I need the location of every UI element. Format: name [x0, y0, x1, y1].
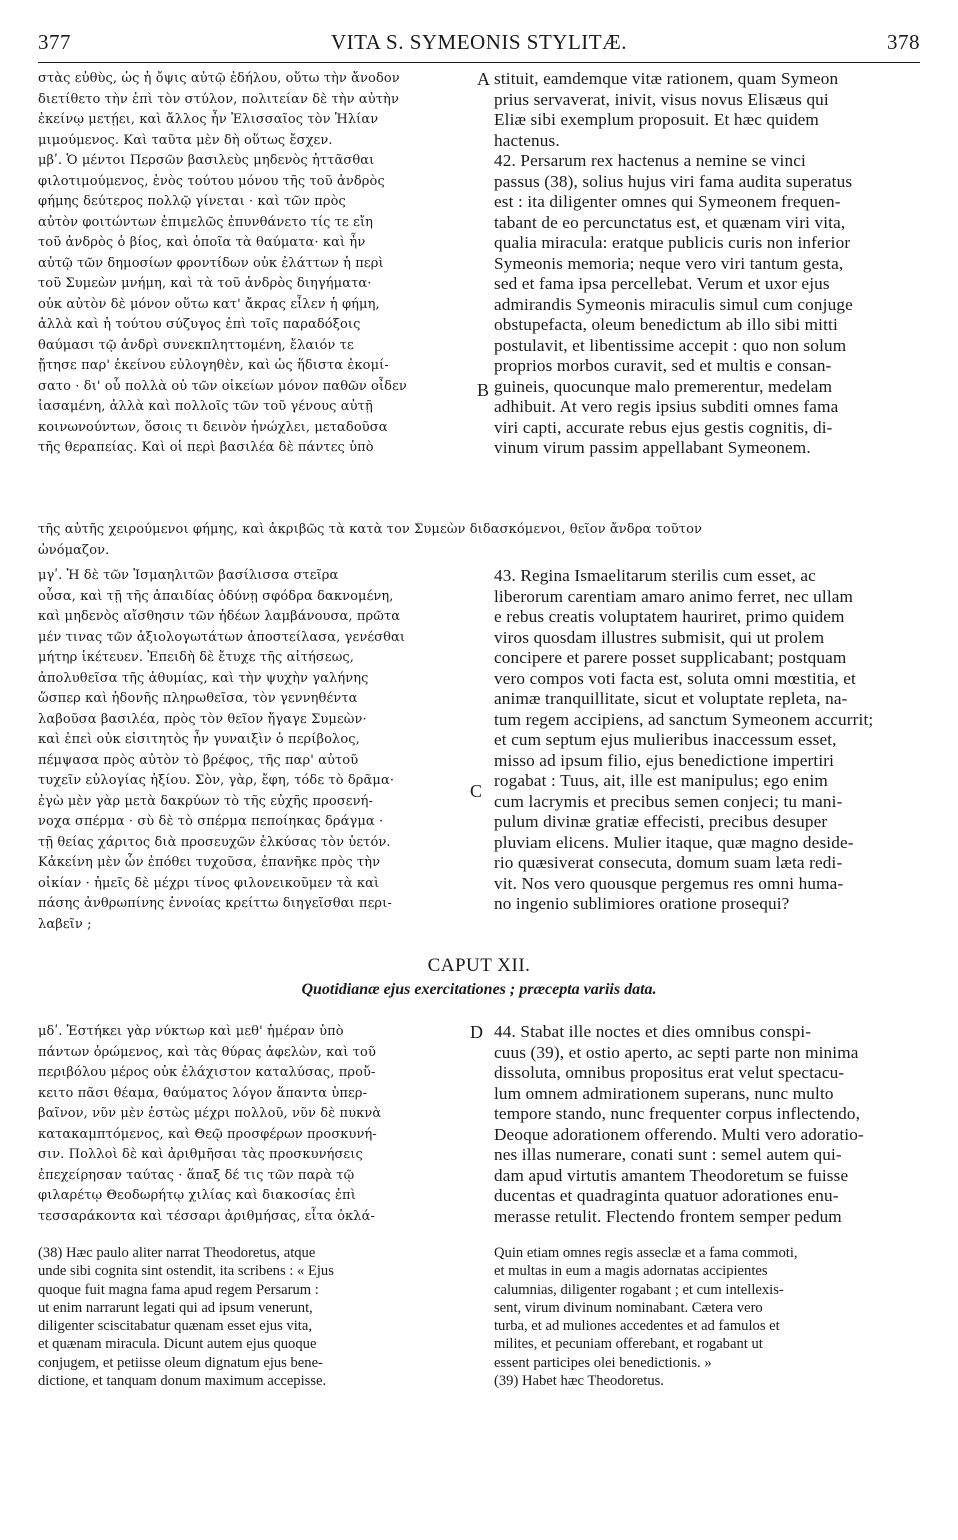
greek-line: πάντων ὁρώμενος, καὶ τὰς θύρας ἀφελὼν, καὶ τοῦ — [38, 1044, 376, 1060]
latin-line: vero compos voti facta est, soluta omni mœstitia, et — [494, 668, 856, 688]
chapter-title: CAPUT XII. — [427, 955, 531, 976]
latin-column-bottom — [494, 1022, 922, 1227]
footnote-line: (38) Hæc paulo aliter narrat Theodoretus, atque — [38, 1245, 316, 1261]
latin-line: pulum divinæ gratiæ effecisti, precibus desuper — [494, 812, 828, 831]
latin-line: rogabat : Tuus, ait, ille est manipulus; ego enim — [494, 771, 828, 790]
latin-line: cum lacrymis et precibus semen conjeci; tu mani- — [494, 791, 843, 811]
header-rule — [38, 62, 920, 63]
latin-column-top — [494, 69, 922, 459]
running-header — [38, 30, 920, 64]
latin-line: dam apud virtutis amantem Theodoretum se fuisse — [494, 1165, 849, 1185]
greek-line: μβʹ. Ὁ μέντοι Περσῶν βασιλεὺς μηδενὸς ἡττᾶσθαι — [38, 153, 375, 168]
latin-line: passus (38), solius hujus viri fama audita superatus — [494, 171, 853, 191]
greek-line: ᾔτησε παρ' ἐκείνου εὐλογηθὲν, καὶ ὡς ἥδιστα ἐκομί- — [38, 358, 389, 373]
latin-column-middle — [494, 566, 922, 915]
footnote-line: dictione, et tanquam donum maximum accepisse. — [38, 1373, 327, 1390]
latin-line: admirandis Symeonis miraculis simul cum conjuge — [494, 294, 853, 314]
greek-line: στὰς εὐθὺς, ὡς ἡ ὄψις αὐτῷ ἐδήλου, οὕτω τὴν ἄνοδον — [38, 71, 400, 86]
greek-line: ὥσπερ καὶ ἡδονῆς πληρωθεῖσα, τὸν γεννηθέντα — [38, 691, 358, 706]
greek-line: περιβόλου μέρος οὐκ ἐλάχιστον καταλύσας, προὔ- — [38, 1065, 376, 1080]
greek-line: κειτο πᾶσι θέαμα, θαύματος λόγον ἅπαντα ὑπερ- — [38, 1085, 368, 1101]
greek-column-top — [38, 69, 476, 459]
column-marker-b: B — [477, 380, 490, 400]
greek-line: αὐτὸν φοιτώντων ἐπιμελῶς ἐπυνθάνετο τίς τε εἴη — [38, 214, 374, 230]
greek-line: διετίθετο τὴν ἐπὶ τὸν στύλον, πολιτείαν δὲ τὴν αὐτὴν — [38, 91, 399, 107]
footnote-line: (39) Habet hæc Theodoretus. — [494, 1373, 664, 1390]
greek-line: καὶ μηδενὸς αἴσθησιν τῶν ἡδέων λαμβάνουσα, πρῶτα — [38, 609, 401, 624]
latin-line: prius servaverat, inivit, visus novus Elisæus qui — [494, 89, 829, 109]
latin-line: rio quæsiverat consecuta, domum suam læta redi- — [494, 853, 843, 872]
latin-line: hactenus. — [494, 130, 560, 150]
latin-line: Eliæ sibi exemplum proposuit. Et hæc quidem — [494, 110, 819, 129]
greek-line: Κἀκείνη μὲν ὧν ἐπόθει τυχοῦσα, ἐπανῆκε πρὸς τὴν — [38, 855, 381, 870]
chapter-subtitle: Quotidianæ ejus exercitationes ; præcepta variis data. — [301, 981, 657, 998]
latin-line: tempore stando, nunc frequenter corpus inflectendo, — [494, 1104, 861, 1123]
greek-line: φιλοτιμούμενος, ἑνὸς τούτου μόνου τῆς τοῦ ἀνδρὸς — [38, 173, 385, 189]
footnote-line: diligenter sciscitabatur quænam esset ejus vita, — [38, 1318, 312, 1335]
latin-line: sed et fama ipsa percellebat. Verum et uxor ejus — [494, 274, 830, 293]
greek-line: τῆς θεραπείας. Καὶ οἱ περὶ βασιλέα δὲ πάντες ὑπὸ — [38, 440, 374, 455]
latin-line: concipere et parere posset supplicabant; postquam — [494, 648, 847, 667]
greek-line: οὐκ αὐτὸν δὲ μόνον οὕτω κατ' ἄκρας εἷλεν ἡ φήμη, — [38, 296, 380, 312]
footnote-line: et multas in eum a magis adornatas accipientes — [494, 1263, 768, 1280]
greek-line: πέμψασα πρὸς αὐτὸν τὸ βρέφος, τῆς παρ' αὐτοῦ — [38, 752, 359, 768]
running-title: VITA S. SYMEONIS STYLITÆ. — [330, 30, 628, 54]
latin-line: vit. Nos vero quousque pergemus res omni huma- — [494, 873, 844, 893]
greek-line: καὶ ἐπεὶ οὐκ εἰσιτητὸς ἦν γυναιξὶν ὁ περίβολος, — [38, 732, 360, 747]
greek-line: νοχα σπέρμα · σὺ δὲ τὸ σπέρμα πεποίηκας δράγμα · — [38, 814, 384, 829]
greek-column-middle — [38, 566, 476, 935]
greek-line: φήμης δεύτερος πολλῷ γίνεται · καὶ τῶν πρὸς — [38, 194, 346, 209]
footnote-line: milites, et pecuniam offerebant, et rogabant ut — [494, 1336, 763, 1353]
latin-line: et cum septum ejus mulieribus inaccessum esset, — [494, 730, 837, 749]
greek-line: ὠνόμαζον. — [38, 542, 110, 558]
latin-line: cuus (39), et ostio aperto, ac septi parte non minima — [494, 1042, 859, 1062]
latin-line: dissoluta, omnibus propositus erat velut spectacu- — [494, 1063, 845, 1082]
latin-line: vinum virum passim appellabant Symeonem. — [494, 438, 811, 457]
latin-line: liberorum carentiam amaro animo ferret, nec ullam — [494, 586, 854, 606]
greek-line: μέν τινας τῶν ἀξιολογωτάτων ἀποστείλασα, γενέσθαι — [38, 629, 406, 645]
latin-line: viros quosdam illustres submisit, qui ut prolem — [494, 627, 825, 647]
greek-line: μιμούμενος. Καὶ ταῦτα μὲν δὴ οὕτως ἔσχεν. — [38, 132, 333, 148]
footnote-line: et quænam miracula. Dicunt autem ejus quoque — [38, 1336, 317, 1353]
greek-line: σιν. Πολλοὶ δὲ καὶ ἀριθμῆσαι τὰς προσκυνήσεις — [38, 1147, 363, 1162]
greek-line: πάσης ἀνθρωπίνης ἐννοίας κρείττω διηγεῖσθαι περι- — [38, 896, 392, 911]
greek-line: βαῖνον, νῦν μὲν ἑστὼς μέχρι πολλοῦ, νῦν δὲ πυκνὰ — [38, 1106, 382, 1121]
latin-line: lum omnem admirationem superans, nunc multo — [494, 1083, 834, 1103]
page-number-left: 377 — [38, 30, 71, 54]
greek-line: τυχεῖν εὐλογίας ἠξίου. Σὸν, γὰρ, ἔφη, τόδε τὸ δρᾶμα· — [38, 773, 395, 788]
footnote-line: Quin etiam omnes regis asseclæ et a fama commoti, — [494, 1245, 798, 1261]
latin-line: pluviam elicens. Mulier itaque, quæ magno deside- — [494, 832, 854, 852]
greek-line: τῆς αὐτῆς χειρούμενοι φήμης, καὶ ἀκριβῶς τὰ κατὰ τον Συμεὼν διδασκόμενοι, θεῖον ἄνδρα τοῦτον — [38, 522, 703, 537]
page-number-right: 378 — [887, 30, 920, 54]
latin-line: ducentas et quadraginta quatuor adorationes enu- — [494, 1186, 839, 1205]
latin-line: guineis, quocunque malo premerentur, medelam — [494, 376, 833, 396]
greek-line: λαβοῦσα βασιλέα, πρὸς τὸν θεῖον ἤγαγε Συμεὼν· — [38, 711, 367, 727]
footnote-line: quoque fuit magna fama apud regem Persarum : — [38, 1281, 319, 1298]
greek-full-width-line — [38, 520, 920, 561]
latin-line: tabant de eo percunctatus est, et quænam viri vita, — [494, 212, 846, 232]
greek-line: ἐπεχείρησαν ταύτας · ἅπαξ δέ τις τῶν παρὰ τῷ — [38, 1167, 355, 1183]
latin-line: misso ad ipsum filio, ejus benedictione impertiri — [494, 750, 835, 770]
greek-line: θαύμασι τῷ ἀνδρὶ συνεκπληττομένη, ἔλαιόν τε — [38, 337, 354, 353]
footnote-line: sent, virum divinum nominabant. Cætera vero — [494, 1299, 763, 1316]
latin-line: Deoque adorationem offerendo. Multi vero adoratio- — [494, 1124, 864, 1144]
latin-line: merasse retulit. Flectendo frontem semper pedum — [494, 1206, 842, 1226]
latin-line: adhibuit. At vero regis ipsius subditi omnes fama — [494, 397, 839, 416]
latin-line: 44. Stabat ille noctes et dies omnibus conspi- — [494, 1022, 812, 1041]
footnotes-left — [38, 1244, 476, 1390]
latin-line: obstupefacta, oleum benedictum ab illo sibi mitti — [494, 315, 838, 334]
latin-line: Symeonis memoria; neque vero viri tantum gesta, — [494, 253, 844, 273]
greek-line: ἀπολυθεῖσα τῆς ἀθυμίας, καὶ τὴν ψυχὴν γαλήνης — [38, 670, 369, 686]
greek-line: σατο · δι' οὗ πολλὰ οὐ τῶν οἰκείων μόνον παθῶν οἶδεν — [38, 378, 407, 394]
latin-line: no ingenio sublimiores oratione prosequi? — [494, 894, 790, 913]
latin-line: tum regem accipiens, ad sanctum Symeonem accurrit; — [494, 709, 874, 729]
greek-line: τοῦ ἀνδρὸς ὁ βίος, καὶ ὁποῖα τὰ θαύματα· καὶ ἦν — [38, 235, 366, 250]
footnote-line: conjugem, et petiisse oleum dignatum ejus bene- — [38, 1354, 323, 1371]
column-marker-a: A — [477, 69, 490, 89]
greek-line: ἀλλὰ καὶ ἡ τούτου σύζυγος ἐπὶ τοῖς παραδόξοις — [38, 317, 361, 332]
latin-line: e rebus creatis voluptatem hauriret, primo quidem — [494, 607, 845, 626]
greek-column-bottom — [38, 1022, 476, 1227]
footnote-line: essent participes olei benedictionis. » — [494, 1354, 712, 1371]
greek-line: κοινωνούντων, ὅσοις τι δεινὸν ἠνώχλει, μεταδοῦσα — [38, 419, 388, 435]
greek-line: οἰκίαν · ἡμεῖς δὲ μέχρι τίνος φιλονεικοῦμεν τὰ καὶ — [38, 875, 380, 891]
footnote-line: unde sibi cognita sint ostendit, ita scribens : « Ejus — [38, 1263, 334, 1280]
latin-line: 43. Regina Ismaelitarum sterilis cum esset, ac — [494, 566, 816, 585]
latin-line: nes illas numerare, conati sunt : semel autem qui- — [494, 1145, 842, 1164]
greek-line: φιλαρέτῳ Θεοδωρήτῳ χιλίας καὶ διακοσίας ἐπὶ — [38, 1188, 356, 1203]
greek-line: τοῦ Συμεὼν μνήμη, καὶ τὰ τοῦ ἀνδρὸς διηγήματα· — [38, 276, 372, 291]
greek-line: τῇ θείας χάριτος διὰ προσευχῶν ἑλκύσας τὸν ὑετόν. — [38, 834, 391, 850]
greek-line: οὖσα, καὶ τῇ τῆς ἀπαιδίας ὀδύνῃ σφόδρα δακνομένη, — [38, 588, 394, 604]
latin-line: animæ tranquillitate, sicut et voluptate repleta, na- — [494, 689, 848, 708]
footnote-line: calumnias, diligenter rogabant ; et cum intellexis- — [494, 1281, 784, 1298]
latin-line: qualia miracula: eratque publicis curis non inferior — [494, 233, 851, 252]
footnote-line: turba, et ad muliones accedentes et ad famulos et — [494, 1318, 780, 1335]
greek-line: μγʹ. Ἡ δὲ τῶν Ἰσμαηλιτῶν βασίλισσα στεῖρα — [38, 568, 339, 583]
latin-line: stituit, eamdemque vitæ rationem, quam Symeon — [494, 69, 839, 88]
latin-line: postulavit, et libentissime accepit : quo non solum — [494, 335, 847, 355]
greek-line: λαβεῖν ; — [38, 916, 92, 932]
greek-line: μδʹ. Ἑστήκει γὰρ νύκτωρ καὶ μεθ' ἡμέραν ὑπὸ — [38, 1024, 344, 1039]
greek-line: κατακαμπτόμενος, καὶ Θεῷ προσφέρων προσκυνή- — [38, 1126, 377, 1142]
footnotes-right — [494, 1244, 922, 1390]
latin-line: 42. Persarum rex hactenus a nemine se vinci — [494, 151, 806, 170]
column-marker-d: D — [470, 1022, 483, 1042]
greek-line: ἐκείνῳ μετῄει, καὶ ἄλλος ἦν Ἐλισσαῖος τὸν Ἡλίαν — [38, 112, 379, 127]
latin-line: est : ita diligenter omnes qui Symeonem frequen- — [494, 192, 841, 211]
greek-line: αὐτῷ τῶν δημοσίων φροντίδων οὐκ ἐλάττων ἡ περὶ — [38, 255, 384, 271]
greek-line: ἐγὼ μὲν γὰρ μετὰ δακρύων τὸ τῆς εὐχῆς προσενή- — [38, 793, 374, 809]
latin-line: proprios morbos curavit, sed et multis e consan- — [494, 356, 832, 375]
column-marker-c: C — [470, 781, 483, 801]
greek-line: ἰασαμένη, ἀλλὰ καὶ πολλοῖς τῶν τοῦ γένους αὐτῇ — [38, 399, 373, 414]
greek-line: τεσσαράκοντα καὶ τέσσαρι ἀριθμήσας, εἶτα ὀκλά- — [38, 1208, 375, 1224]
latin-line: viri capti, accurate rebus ejus gestis cognitis, di- — [494, 417, 833, 437]
footnote-line: ut enim narrarunt legati qui ad ipsum venerunt, — [38, 1299, 313, 1316]
greek-line: μήτηρ ἱκέτευεν. Ἐπειδὴ δὲ ἔτυχε τῆς αἰτήσεως, — [38, 650, 355, 665]
